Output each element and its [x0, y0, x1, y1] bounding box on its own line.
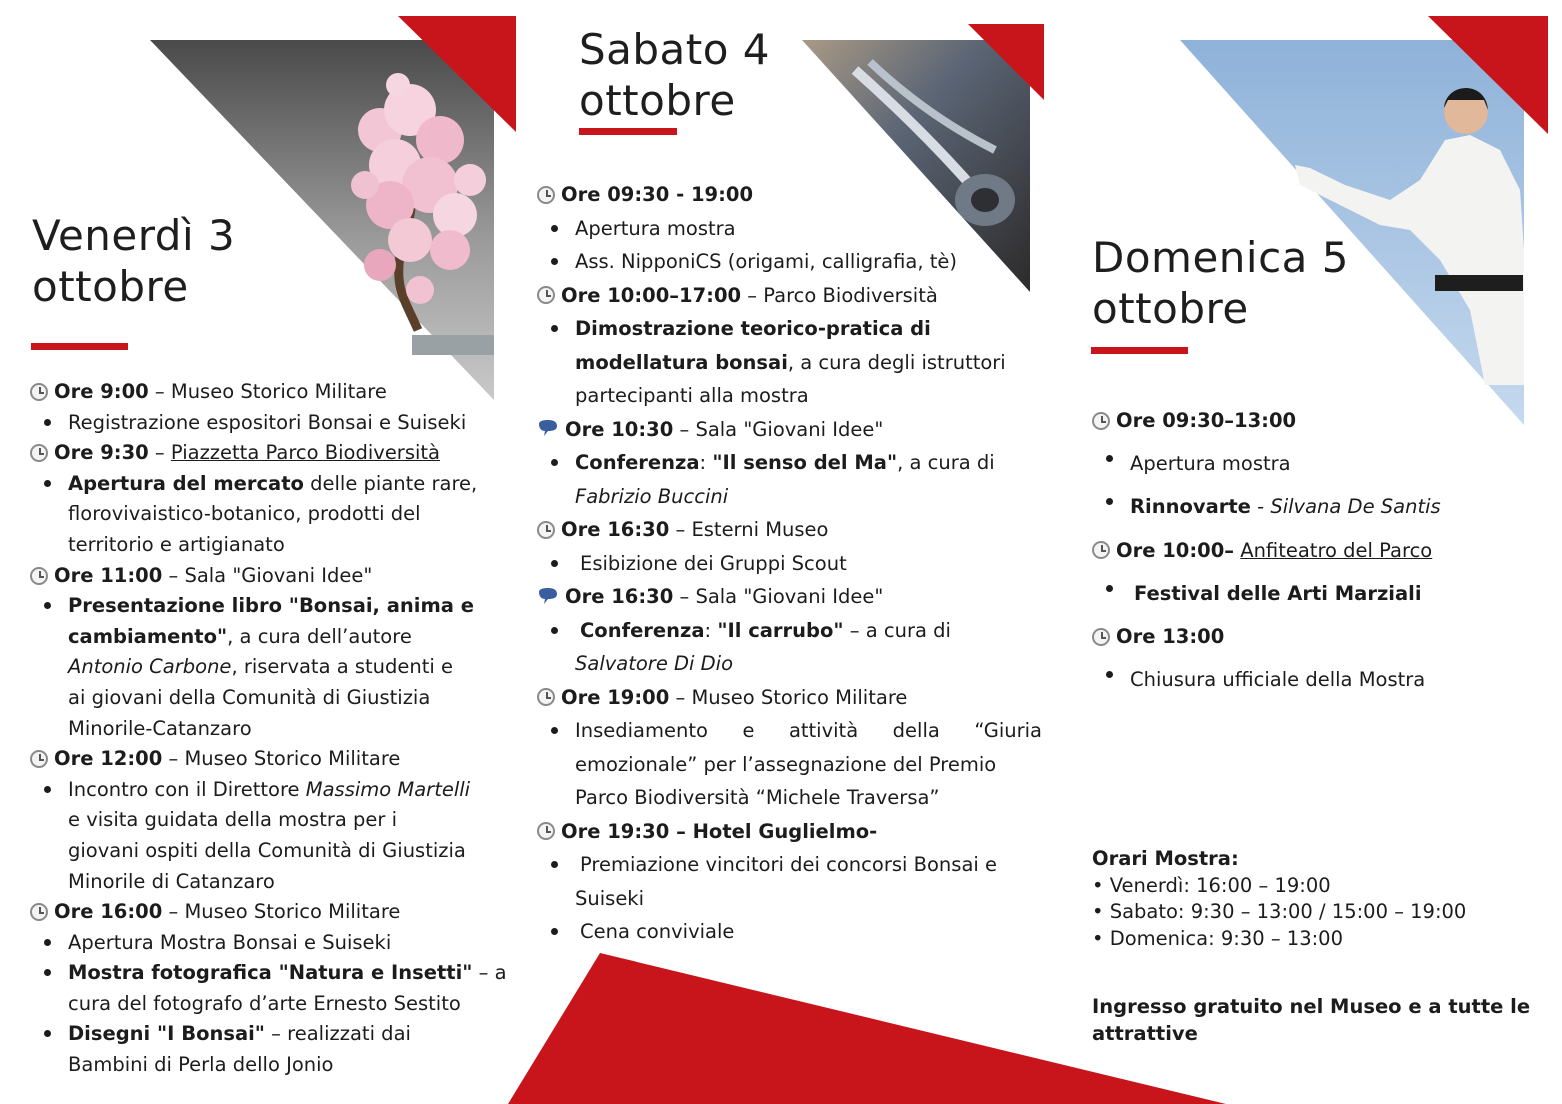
- list-item-continuation: ai giovani della Comunità di Giustizia: [68, 685, 431, 709]
- event-place: Esterni Museo: [691, 518, 829, 541]
- clock-icon: [30, 750, 48, 768]
- event-place: Museo Storico Militare: [170, 380, 387, 403]
- clock-icon: [537, 186, 555, 204]
- list-item-continuation: Antonio Carbone, riservata a studenti e: [68, 655, 454, 679]
- list-item: Conferenza: "Il carrubo" – a cura di: [537, 614, 1047, 648]
- list-item: Chiusura ufficiale della Mostra: [1092, 658, 1542, 701]
- speech-icon: [537, 420, 559, 438]
- list-item-continuation: modellatura bonsai, a cura degli istruttori: [575, 350, 1006, 374]
- list-item: Apertura mostra: [537, 212, 1047, 246]
- event-time: Ore 10:30: [565, 417, 674, 441]
- saturday-event-5: Ore 16:30 – Sala "Giovani Idee": [537, 580, 1047, 614]
- list-item: Rinnovarte - Silvana De Santis: [1092, 485, 1542, 528]
- friday-title-underline: [31, 343, 128, 350]
- clock-icon: [30, 567, 48, 585]
- event-time: Ore 13:00: [1116, 625, 1225, 649]
- friday-schedule: [30, 377, 520, 1081]
- saturday-event-2: Ore 10:00–17:00 – Parco Biodiversità: [537, 279, 1047, 313]
- sunday-event-2: [1092, 529, 1542, 572]
- event-place: Anfiteatro del Parco: [1240, 538, 1433, 562]
- friday-event-4: Ore 12:00 – Museo Storico Militare: [30, 744, 520, 775]
- friday-title: [32, 210, 235, 312]
- clock-icon: [1092, 412, 1110, 430]
- list-item: Cena conviviale: [537, 915, 1047, 949]
- event-time: Ore 11:00: [54, 563, 163, 587]
- friday-title-line2: ottobre: [32, 262, 189, 311]
- event-time: Ore 10:00–: [1116, 538, 1235, 562]
- event-time: Ore 9:30: [54, 441, 149, 465]
- event-time: Ore 19:00: [561, 685, 670, 709]
- clock-icon: [537, 286, 555, 304]
- friday-title-line1: Venerdì 3: [32, 211, 236, 260]
- friday-event-2: Ore 9:30 – Piazzetta Parco Biodiversità: [30, 438, 520, 469]
- list-item: Ass. NipponiCS (origami, calligrafia, tè): [537, 245, 1047, 279]
- list-item: Dimostrazione teorico-pratica di: [537, 312, 1047, 346]
- saturday-event-7: Ore 19:30 – Hotel Guglielmo-: [537, 815, 1047, 849]
- saturday-title: [579, 24, 770, 126]
- event-time: Ore 16:30: [565, 585, 674, 608]
- clock-icon: [537, 688, 555, 706]
- event-time: Ore 19:30: [561, 819, 670, 843]
- clock-icon: [30, 444, 48, 462]
- list-item-continuation: Suiseki: [575, 886, 645, 910]
- event-place: Museo Storico Militare: [184, 747, 401, 771]
- event-time: Ore 12:00: [54, 747, 163, 771]
- clock-icon: [30, 383, 48, 401]
- list-item: Disegni "I Bonsai" – realizzati dai: [30, 1019, 520, 1050]
- free-entry-note: Ingresso gratuito nel Museo e a tutte le attrattive: [1092, 995, 1531, 1045]
- list-item-continuation: territorio e artigianato: [68, 532, 285, 556]
- event-place: Sala "Giovani Idee": [695, 417, 884, 441]
- opening-hours-friday: • Venerdì: 16:00 – 19:00: [1092, 873, 1331, 897]
- list-item-continuation: giovani ospiti della Comunità di Giustizia: [68, 838, 466, 862]
- event-time: Ore 09:30 - 19:00: [561, 183, 754, 206]
- list-item: Apertura Mostra Bonsai e Suiseki: [30, 928, 520, 959]
- saturday-title-line1: Sabato 4: [579, 25, 771, 74]
- list-item-continuation: Minorile di Catanzaro: [68, 869, 275, 893]
- event-place: Sala "Giovani Idee": [695, 585, 884, 608]
- list-item: Esibizione dei Gruppi Scout: [537, 547, 1047, 581]
- event-place: Museo Storico Militare: [184, 900, 401, 924]
- list-item-continuation: Minorile-Catanzaro: [68, 716, 252, 740]
- list-item: Premiazione vincitori dei concorsi Bonsai e: [537, 848, 1047, 882]
- saturday-event-4: Ore 16:30 – Esterni Museo: [537, 513, 1047, 547]
- friday-event-1: Ore 9:00 – Museo Storico Militare: [30, 377, 520, 408]
- friday-event-5: Ore 16:00 – Museo Storico Militare: [30, 897, 520, 928]
- event-place: Hotel Guglielmo-: [692, 819, 878, 843]
- list-item: Registrazione espositori Bonsai e Suiseki: [30, 408, 520, 439]
- list-item-continuation: Parco Biodiversità “Michele Traversa”: [575, 786, 940, 809]
- list-item-continuation: cura del fotografo d’arte Ernesto Sestito: [68, 991, 461, 1015]
- event-time: Ore 9:00: [54, 380, 149, 403]
- event-time: Ore 10:00–17:00: [561, 283, 742, 307]
- clock-icon: [1092, 628, 1110, 646]
- event-time: Ore 16:30: [561, 518, 670, 541]
- list-item-continuation: Bambini di Perla dello Jonio: [68, 1053, 334, 1077]
- sunday-title: [1092, 232, 1349, 334]
- saturday-schedule: [537, 178, 1047, 949]
- clock-icon: [30, 903, 48, 921]
- clock-icon: [537, 521, 555, 539]
- list-item: Insediamento e attività della “Giuria: [537, 714, 1042, 748]
- list-item: Mostra fotografica "Natura e Insetti" – a: [30, 958, 520, 989]
- opening-hours-title: Orari Mostra:: [1092, 847, 1239, 870]
- event-time: Ore 09:30–13:00: [1116, 409, 1297, 432]
- list-item-continuation: emozionale” per l’assegnazione del Premio: [575, 752, 997, 776]
- friday-event-3: Ore 11:00 – Sala "Giovani Idee": [30, 561, 520, 592]
- sunday-schedule: [1092, 399, 1542, 701]
- saturday-event-3: Ore 10:30 – Sala "Giovani Idee": [537, 413, 1047, 447]
- list-item: Conferenza: "Il senso del Ma", a cura di: [537, 446, 1047, 480]
- list-item-continuation: Fabrizio Buccini: [575, 484, 729, 508]
- list-item-continuation: florovivaistico-botanico, prodotti del: [68, 502, 421, 526]
- event-place: Museo Storico Militare: [691, 685, 908, 709]
- speech-icon: [537, 588, 559, 606]
- sunday-title-line1: Domenica 5: [1092, 233, 1349, 282]
- list-item: Incontro con il Direttore Massimo Martelli: [30, 775, 520, 806]
- list-item-continuation: Salvatore Di Dio: [575, 652, 734, 675]
- opening-hours-saturday: • Sabato: 9:30 – 13:00 / 15:00 – 19:00: [1092, 900, 1467, 924]
- list-item-continuation: partecipanti alla mostra: [575, 384, 809, 407]
- event-place: Parco Biodiversità: [763, 283, 938, 307]
- event-time: Ore 16:00: [54, 900, 163, 924]
- sunday-title-underline: [1091, 347, 1188, 354]
- list-item: Apertura del mercato delle piante rare,: [30, 469, 520, 500]
- saturday-title-line2: ottobre: [579, 76, 736, 125]
- sunday-title-line2: ottobre: [1092, 284, 1249, 333]
- saturday-event-1: [537, 178, 1047, 212]
- list-item-continuation: e visita guidata della mostra per i: [68, 808, 398, 832]
- list-item-continuation: cambiamento", a cura dell’autore: [68, 624, 412, 648]
- list-item: Presentazione libro "Bonsai, anima e: [30, 591, 520, 622]
- event-place: Sala "Giovani Idee": [184, 563, 373, 587]
- clock-icon: [537, 822, 555, 840]
- sunday-event-1: [1092, 399, 1542, 442]
- clock-icon: [1092, 541, 1110, 559]
- list-item: Apertura mostra: [1092, 442, 1542, 485]
- sunday-event-3: [1092, 615, 1542, 658]
- opening-hours-sunday: • Domenica: 9:30 – 13:00: [1092, 927, 1343, 951]
- saturday-event-6: Ore 19:00 – Museo Storico Militare: [537, 681, 1047, 715]
- list-item: Festival delle Arti Marziali: [1092, 572, 1542, 615]
- event-place: Piazzetta Parco Biodiversità: [170, 441, 440, 465]
- saturday-title-underline: [579, 128, 677, 135]
- opening-hours: [1092, 846, 1466, 953]
